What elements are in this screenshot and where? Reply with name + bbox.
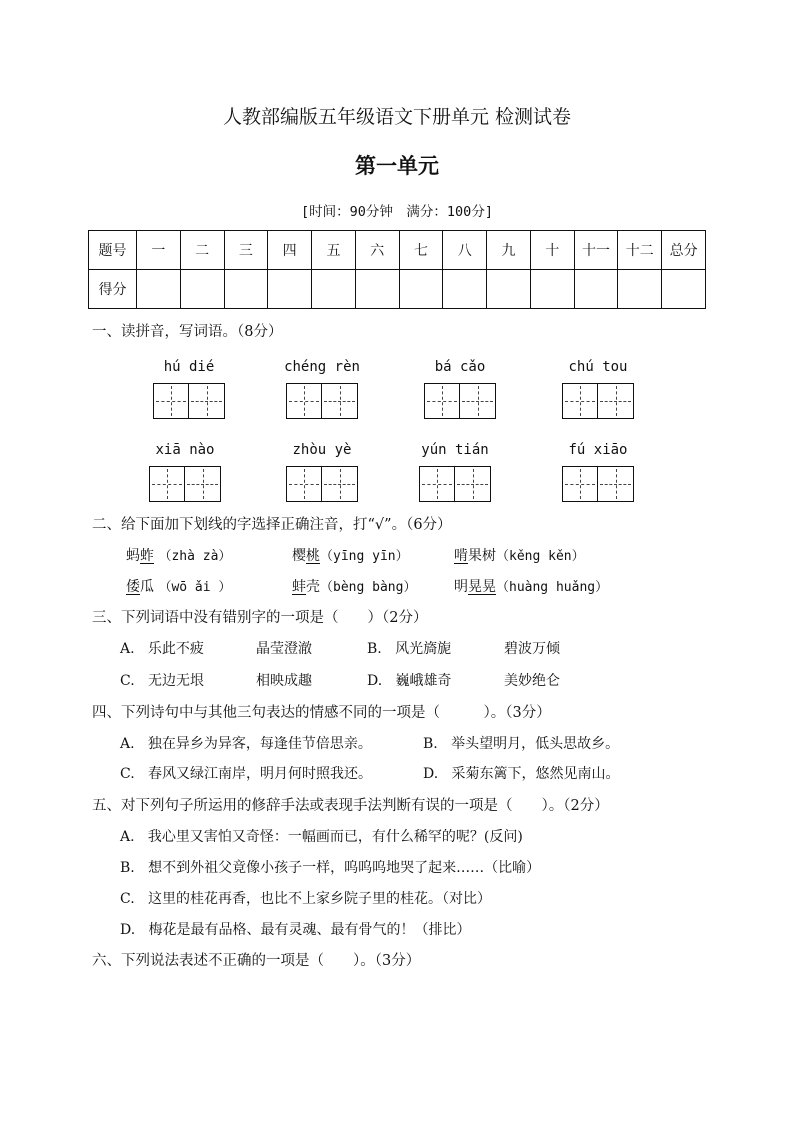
pinyin-options[interactable]: （huàng huǎng） xyxy=(496,580,609,595)
option-word: 风光旖旎 xyxy=(395,641,452,657)
score-cell: 十二 xyxy=(618,231,662,270)
score-input-cell[interactable] xyxy=(618,270,662,309)
pinyin-text: yún tián xyxy=(421,442,489,458)
pinyin-text: xiā nào xyxy=(155,442,215,458)
underlined-char: 蚌 xyxy=(292,579,306,595)
pinyin-group xyxy=(410,357,510,419)
q3-option-d-word2: 美妙绝仑 xyxy=(504,673,560,689)
writing-boxes[interactable] xyxy=(139,383,239,419)
option-letter: C. xyxy=(120,673,135,689)
option-word: 乐此不疲 xyxy=(147,641,204,657)
writing-boxes[interactable] xyxy=(272,383,372,419)
exam-title: 人教部编版五年级语文下册单元 检测试卷 xyxy=(222,106,572,128)
q3-option-b[interactable] xyxy=(367,638,451,658)
pronunciation-item xyxy=(292,576,416,596)
time-info: [时间：90分钟 满分：100分] xyxy=(301,204,493,220)
q4-option-b[interactable] xyxy=(423,733,619,753)
option-text: 独在异乡为异客，每逢佳节倍思亲。 xyxy=(147,736,372,752)
option-letter: B. xyxy=(120,860,135,876)
score-cell: 九 xyxy=(487,231,531,270)
q3-option-a[interactable] xyxy=(120,638,204,658)
score-cell: 十 xyxy=(530,231,574,270)
q3-option-a-word2: 晶莹澄澈 xyxy=(256,641,312,657)
pinyin-options[interactable]: （zhà zà） xyxy=(158,549,232,564)
pronunciation-item xyxy=(292,545,409,565)
score-cell: 题号 xyxy=(89,231,137,270)
q1-heading: 一、读拼音，写词语。（8分） xyxy=(92,324,283,340)
word-part: 明 xyxy=(454,579,468,595)
pinyin-group xyxy=(548,440,648,502)
q4-option-c[interactable] xyxy=(120,763,372,783)
option-letter: A. xyxy=(120,829,135,845)
pronunciation-item xyxy=(126,545,231,565)
score-cell: 四 xyxy=(268,231,312,270)
score-cell: 八 xyxy=(443,231,487,270)
pinyin-options[interactable]: （wō ǎi ） xyxy=(158,580,232,595)
option-letter: D. xyxy=(367,673,383,689)
underlined-char: 桃 xyxy=(306,548,320,564)
option-letter: C. xyxy=(120,766,135,782)
q2-heading: 二、给下面加下划线的字选择正确注音，打“√”。（6分） xyxy=(92,517,452,533)
score-row-label: 得分 xyxy=(89,270,137,309)
q5-option-c[interactable] xyxy=(120,888,491,908)
pinyin-text: chú tou xyxy=(568,359,628,375)
writing-boxes[interactable] xyxy=(410,383,510,419)
writing-boxes[interactable] xyxy=(405,466,505,502)
option-letter: A. xyxy=(120,736,135,752)
score-input-cell[interactable] xyxy=(574,270,618,309)
q6-heading: 六、下列说法表述不正确的一项是（ ）。（3分） xyxy=(92,953,421,969)
score-input-cell[interactable] xyxy=(224,270,268,309)
word-part: 蚂 xyxy=(126,548,140,564)
pinyin-options[interactable]: （bèng bàng） xyxy=(320,580,417,595)
pinyin-group xyxy=(272,357,372,419)
score-cell: 五 xyxy=(312,231,356,270)
pinyin-text: fú xiāo xyxy=(568,442,628,458)
word-part: 樱 xyxy=(292,548,306,564)
score-input-cell[interactable] xyxy=(530,270,574,309)
score-input-cell[interactable] xyxy=(399,270,443,309)
q4-option-a[interactable] xyxy=(120,733,372,753)
option-word: 无边无垠 xyxy=(148,673,205,689)
writing-boxes[interactable] xyxy=(135,466,235,502)
word-part: 瓜 xyxy=(140,579,154,595)
underlined-char: 啃 xyxy=(454,548,468,564)
pronunciation-item xyxy=(126,576,231,596)
underlined-char: 晃晃 xyxy=(468,579,496,595)
q3-heading: 三、下列词语中没有错别字的一项是（ ）（2分） xyxy=(92,610,428,626)
pinyin-group xyxy=(272,440,372,502)
option-letter: B. xyxy=(367,641,382,657)
option-letter: D. xyxy=(120,922,136,938)
q3-option-c[interactable] xyxy=(120,670,204,690)
pinyin-text: bá cǎo xyxy=(434,359,486,375)
writing-boxes[interactable] xyxy=(548,383,648,419)
option-word: 巍峨雄奇 xyxy=(395,673,452,689)
unit-title: 第一单元 xyxy=(355,153,439,178)
score-cell: 十一 xyxy=(574,231,618,270)
score-input-cell[interactable] xyxy=(137,270,181,309)
score-input-cell[interactable] xyxy=(180,270,224,309)
pronunciation-item xyxy=(454,576,608,596)
option-letter: D. xyxy=(423,766,439,782)
q5-option-d[interactable] xyxy=(120,919,471,939)
score-cell: 二 xyxy=(180,231,224,270)
score-input-cell[interactable] xyxy=(312,270,356,309)
q4-option-d[interactable] xyxy=(423,763,620,783)
score-cell: 总分 xyxy=(662,231,706,270)
score-cell: 三 xyxy=(224,231,268,270)
option-text: 这里的桂花再香，也比不上家乡院子里的桂花。（对比） xyxy=(148,891,492,907)
option-text: 梅花是最有品格、最有灵魂、最有骨气的！（排比） xyxy=(148,922,471,938)
option-text: 采菊东篱下，悠然见南山。 xyxy=(451,766,620,782)
score-table xyxy=(88,230,706,309)
option-letter: C. xyxy=(120,891,135,907)
score-table-header-row xyxy=(89,231,706,270)
pronunciation-item xyxy=(454,545,585,565)
pinyin-group xyxy=(135,440,235,502)
pinyin-text: zhòu yè xyxy=(292,442,352,458)
score-cell: 七 xyxy=(399,231,443,270)
score-cell: 六 xyxy=(355,231,399,270)
option-text: 我心里又害怕又奇怪：一幅画而已，有什么稀罕的呢？(反问) xyxy=(147,829,523,845)
q4-heading: 四、下列诗句中与其他三句表达的情感不同的一项是（ ）。（3分） xyxy=(92,705,551,721)
q3-option-d[interactable] xyxy=(367,670,452,690)
score-input-cell[interactable] xyxy=(443,270,487,309)
option-letter: A. xyxy=(120,641,135,657)
score-cell: 一 xyxy=(137,231,181,270)
writing-boxes[interactable] xyxy=(272,466,372,502)
score-input-cell[interactable] xyxy=(662,270,706,309)
option-text: 想不到外祖父竟像小孩子一样，呜呜呜地哭了起来……（比喻） xyxy=(148,860,541,876)
pinyin-text: hú dié xyxy=(163,359,215,375)
score-table-score-row xyxy=(89,270,706,309)
q3-option-b-word2: 碧波万倾 xyxy=(504,641,560,657)
underlined-char: 倭 xyxy=(126,579,140,595)
word-part: 果树 xyxy=(468,548,496,564)
q5-option-a[interactable] xyxy=(120,826,523,846)
q3-option-c-word2: 相映成趣 xyxy=(256,673,312,689)
pinyin-options[interactable]: （kěng kěn） xyxy=(496,549,585,564)
pinyin-options[interactable]: （yīng yīn） xyxy=(320,549,409,564)
word-part: 壳 xyxy=(306,579,320,595)
score-input-cell[interactable] xyxy=(487,270,531,309)
option-letter: B. xyxy=(423,736,438,752)
pinyin-group xyxy=(405,440,505,502)
score-input-cell[interactable] xyxy=(268,270,312,309)
pinyin-group xyxy=(139,357,239,419)
score-input-cell[interactable] xyxy=(355,270,399,309)
q5-heading: 五、对下列句子所运用的修辞手法或表现手法判断有误的一项是（ ）。（2分） xyxy=(92,798,609,814)
writing-boxes[interactable] xyxy=(548,466,648,502)
q5-option-b[interactable] xyxy=(120,857,540,877)
underlined-char: 蚱 xyxy=(140,548,154,564)
option-text: 春风又绿江南岸，明月何时照我还。 xyxy=(148,766,373,782)
option-text: 举头望明月，低头思故乡。 xyxy=(451,736,620,752)
pinyin-group xyxy=(548,357,648,419)
pinyin-text: chéng rèn xyxy=(284,359,360,375)
